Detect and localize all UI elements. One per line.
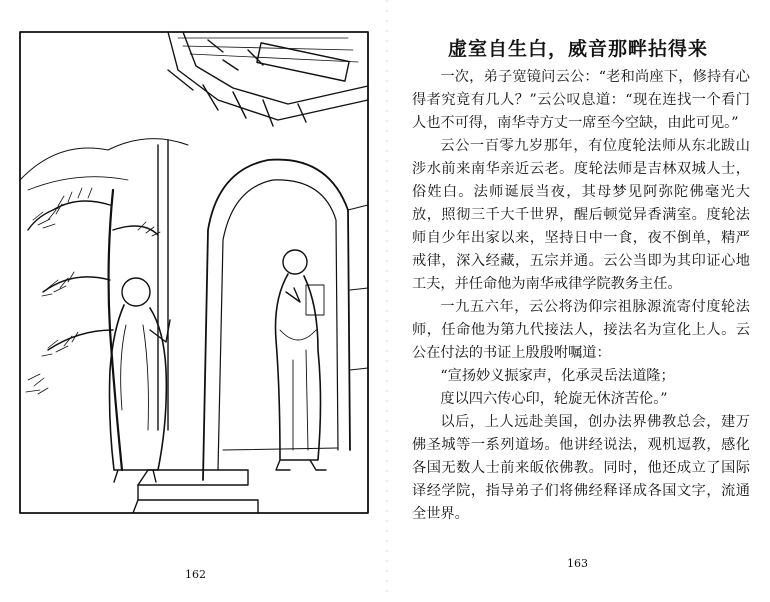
verse-line: “宣扬妙义振家声，化承灵岳法道隆；	[440, 368, 675, 384]
body-text	[412, 66, 750, 526]
paragraph: 以后，上人远赴美国，创办法界佛教总会，建万佛圣城等一系列道场。他讲经说法，观机逗教，感化各国无数人士前来皈依佛教。同时，他还成立了国际译经学院，指导弟子们将佛经释译成各国文字，流通全世界。	[412, 414, 750, 522]
line-drawing-illustration	[18, 30, 370, 515]
right-page	[392, 0, 770, 598]
book-gutter	[382, 0, 392, 598]
left-page	[0, 0, 385, 598]
page-number-right: 163	[567, 557, 588, 570]
verse-line: 度以四六传心印，轮旋无休济苦伦。”	[440, 391, 668, 407]
paragraph: 一九五六年，云公将沩仰宗祖脉源流寄付度轮法师，任命他为第九代接法人，接法名为宣化上人。云公在付法的书证上殷殷咐嘱道：	[412, 299, 750, 361]
paragraph: 一次，弟子宽镜问云公：“老和尚座下，修持有心得者究竟有几人？”云公叹息道：“现在连找一个看门人也不可得，南华寺方丈一席至今空缺，由此可见。”	[412, 69, 750, 131]
page-number-left: 162	[185, 568, 206, 581]
page-title: 虚室自生白，威音那畔拈得来	[448, 38, 709, 60]
paragraph: 云公一百零九岁那年，有位度轮法师从东北跋山涉水前来南华亲近云老。度轮法师是吉林双城人士，俗姓白。法师诞辰当夜，其母梦见阿弥陀佛毫光大放，照彻三千大千世界，醒后顿觉异香满室。度轮法师自少年出家以来，坚持日中一食，夜不倒单，精严戒律，深入经藏，五宗并通。云公当即为其印证心地工夫，并任命他为南华戒律学院教务主任。	[412, 138, 750, 292]
